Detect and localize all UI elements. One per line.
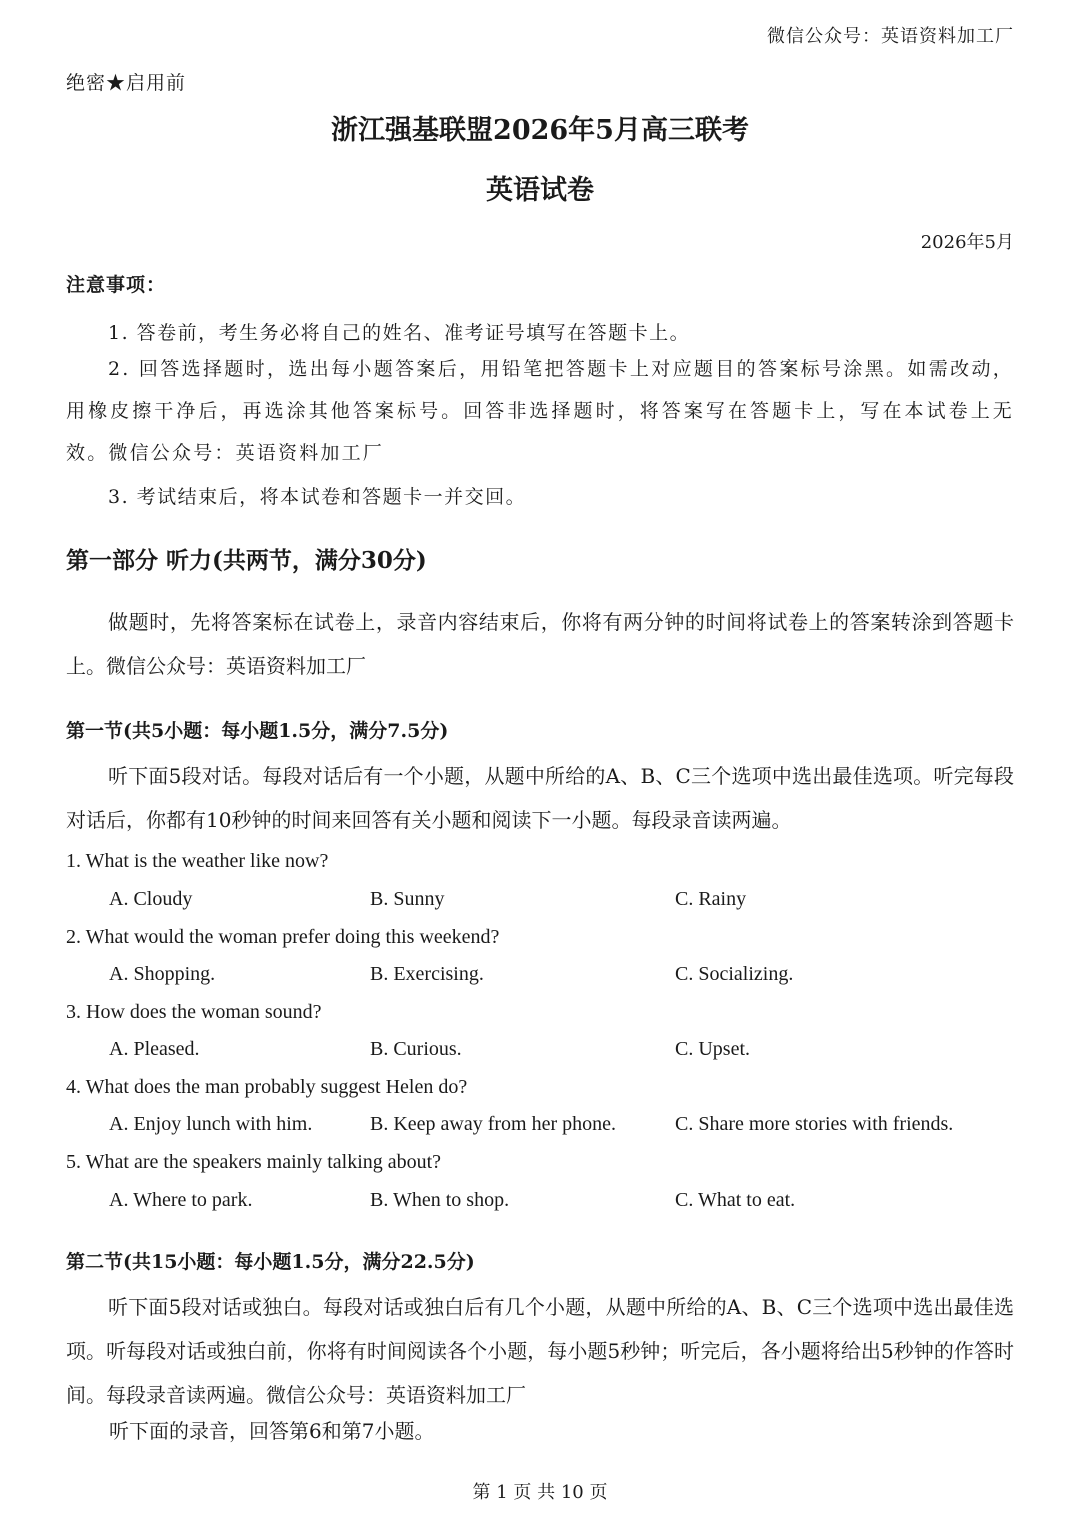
notice-item-3: 3. 考试结束后，将本试卷和答题卡一并交回。 (108, 486, 527, 508)
question-1: 1. What is the weather like now? (66, 850, 329, 872)
option-5a: A. Where to park. (109, 1189, 253, 1211)
option-2a: A. Shopping. (109, 963, 216, 985)
page-footer: 第 1 页 共 10 页 (472, 1482, 608, 1503)
header-note: 微信公众号：英语资料加工厂 (767, 26, 1014, 47)
section2-title: 第二节(共15小题：每小题1.5分，满分22.5分) (66, 1251, 475, 1273)
question-3: 3. How does the woman sound? (66, 1001, 322, 1023)
option-1a: A. Cloudy (109, 888, 193, 910)
option-2b: B. Exercising. (370, 963, 484, 985)
part1-instruction: 做题时，先将答案标在试卷上，录音内容结束后，你将有两分钟的时间将试卷上的答案转涂到答题卡上。微信公众号：英语资料加工厂 (66, 610, 1014, 678)
exam-title: 浙江强基联盟2026年5月高三联考 (331, 115, 749, 146)
option-4a: A. Enjoy lunch with him. (109, 1113, 313, 1135)
exam-subtitle: 英语试卷 (486, 175, 594, 206)
option-5b: B. When to shop. (370, 1189, 510, 1211)
option-4c: C. Share more stories with friends. (675, 1113, 954, 1135)
exam-date: 2026年5月 (920, 232, 1014, 253)
option-3b: B. Curious. (370, 1038, 462, 1060)
option-1c: C. Rainy (675, 888, 747, 910)
secret-mark: 绝密★启用前 (66, 72, 187, 94)
option-4b: B. Keep away from her phone. (370, 1113, 617, 1135)
option-1b: B. Sunny (370, 888, 445, 910)
question-5: 5. What are the speakers mainly talking about? (66, 1151, 442, 1173)
option-2c: C. Socializing. (675, 963, 794, 985)
question-2: 2. What would the woman prefer doing this weekend? (66, 926, 500, 948)
section2-sub-instruction: 听下面的录音，回答第6和第7小题。 (109, 1419, 435, 1443)
section2-instruction: 听下面5段对话或独白。每段对话或独白后有几个小题，从题中所给的A、B、C三个选项中选出最佳选项。听每段对话或独白前，你将有时间阅读各个小题，每小题5秒钟；听完后，各小题将给出5秒钟的作答时间。每段录音读两遍。微信公众号：英语资料加工厂 (66, 1295, 1014, 1407)
notice-heading: 注意事项： (66, 274, 167, 296)
notice-item-1: 1. 答卷前，考生务必将自己的姓名、准考证号填写在答题卡上。 (108, 322, 691, 344)
section1-title: 第一节(共5小题：每小题1.5分，满分7.5分) (66, 720, 449, 742)
section1-instruction: 听下面5段对话。每段对话后有一个小题，从题中所给的A、B、C三个选项中选出最佳选项。听完每段对话后，你都有10秒钟的时间来回答有关小题和阅读下一小题。每段录音读两遍。 (66, 764, 1014, 832)
part1-title: 第一部分 听力(共两节，满分30分) (66, 547, 427, 574)
option-5c: C. What to eat. (675, 1189, 796, 1211)
option-3a: A. Pleased. (109, 1038, 200, 1060)
option-3c: C. Upset. (675, 1038, 750, 1060)
question-4: 4. What does the man probably suggest Helen do? (66, 1076, 468, 1098)
notice-item-2: 2. 回答选择题时，选出每小题答案后，用铅笔把答题卡上对应题目的答案标号涂黑。如需改动，用橡皮擦干净后，再选涂其他答案标号。回答非选择题时，将答案写在答题卡上，写在本试卷上无效。微信公众号：英语资料加工厂 (66, 358, 1014, 464)
